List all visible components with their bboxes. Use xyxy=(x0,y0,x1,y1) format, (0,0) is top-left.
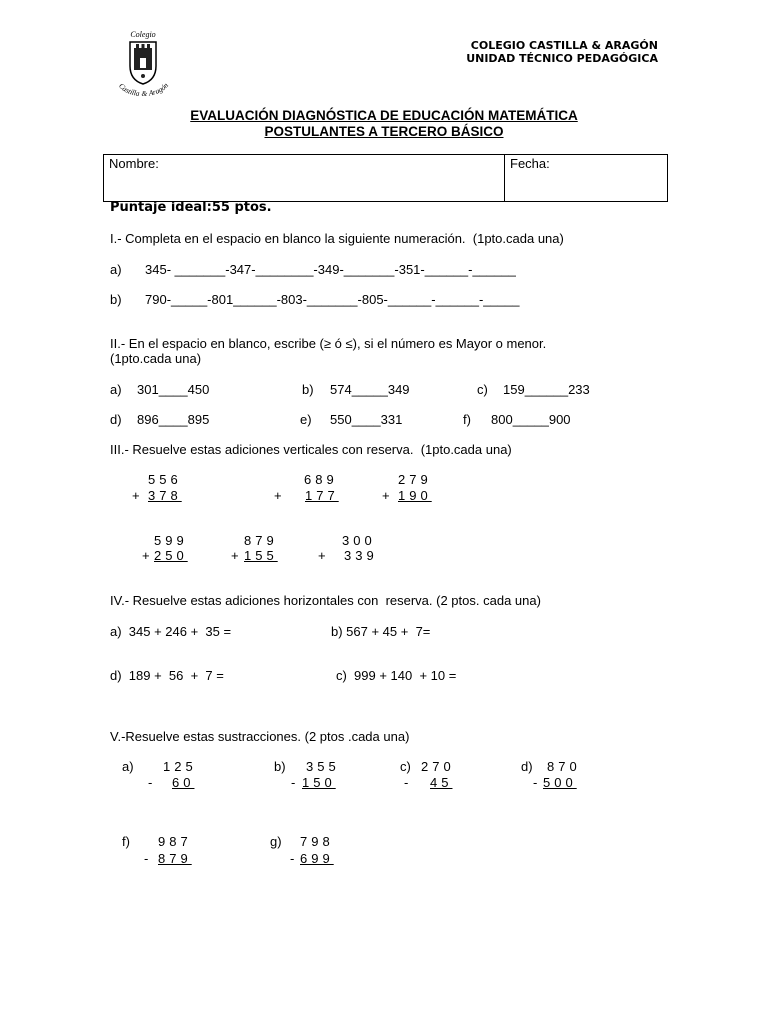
horizontal-addition-c: c) 999 + 140 + 10 = xyxy=(336,668,457,683)
section4-heading: IV.- Resuelve estas adiciones horizontales con reserva. (2 ptos. cada una) xyxy=(110,593,541,608)
addition-3-top: 279 xyxy=(398,472,432,487)
addition-2-top: 689 xyxy=(304,472,338,487)
subtraction-c-bottom: 45 xyxy=(430,775,453,790)
date-label: Fecha: xyxy=(510,156,550,171)
addition-1-top: 556 xyxy=(148,472,182,487)
subtraction-g-top: 798 xyxy=(300,834,334,849)
comparison-e: 550____331 xyxy=(330,412,403,427)
score-ideal: Puntaje ideal:55 ptos. xyxy=(110,200,272,215)
section1-a-label: a) xyxy=(110,262,122,277)
comparison-a: 301____450 xyxy=(137,382,210,397)
subtraction-d-top: 870 xyxy=(547,759,581,774)
addition-3-sign: + xyxy=(382,488,390,503)
subtraction-a-sign: - xyxy=(148,775,153,790)
section1-b-sequence: 790-_____-801______-803-_______-805-______-______-_____ xyxy=(145,292,520,307)
document-subtitle: POSTULANTES A TERCERO BÁSICO xyxy=(264,124,504,139)
addition-1-bottom: 378 xyxy=(148,488,182,503)
document-title: EVALUACIÓN DIAGNÓSTICA DE EDUCACIÓN MATEMÁTICA xyxy=(190,108,578,123)
section1-heading: I.- Completa en el espacio en blanco la siguiente numeración. (1pto.cada una) xyxy=(110,231,564,246)
subtraction-f-label: f) xyxy=(122,834,130,849)
subtraction-g-label: g) xyxy=(270,834,282,849)
section1-b-label: b) xyxy=(110,292,122,307)
horizontal-addition-a: a) 345 + 246 + 35 = xyxy=(110,624,232,639)
comparison-f: 800_____900 xyxy=(491,412,571,427)
addition-4-sign: + xyxy=(142,548,150,563)
addition-2-sign: + xyxy=(274,488,282,503)
student-info-box xyxy=(103,154,668,202)
subtraction-b-label: b) xyxy=(274,759,286,774)
subtraction-d-sign: - xyxy=(533,775,538,790)
school-logo xyxy=(103,28,183,98)
horizontal-addition-b: b) 567 + 45 + 7= xyxy=(331,624,431,639)
comparison-d: 896____895 xyxy=(137,412,210,427)
comparison-b: 574_____349 xyxy=(330,382,410,397)
section2-heading: II.- En el espacio en blanco, escribe (≥ ó ≤), si el número es Mayor o menor. xyxy=(110,336,547,351)
subtraction-c-sign: - xyxy=(404,775,409,790)
comparison-d-label: d) xyxy=(110,412,122,427)
subtraction-d-bottom: 500 xyxy=(543,775,577,790)
addition-5-top: 879 xyxy=(244,533,278,548)
subtraction-a-label: a) xyxy=(122,759,134,774)
subtraction-b-sign: - xyxy=(291,775,296,790)
subtraction-f-top: 987 xyxy=(158,834,192,849)
comparison-e-label: e) xyxy=(300,412,312,427)
addition-6-top: 300 xyxy=(342,533,376,548)
addition-4-top: 599 xyxy=(154,533,188,548)
addition-5-sign: + xyxy=(231,548,239,563)
subtraction-a-bottom: 60 xyxy=(172,775,195,790)
addition-1-sign: + xyxy=(132,488,140,503)
comparison-c: 159______233 xyxy=(503,382,590,397)
subtraction-g-sign: - xyxy=(290,851,295,866)
unit-name: UNIDAD TÉCNICO PEDAGÓGICA xyxy=(466,52,658,65)
subtraction-f-bottom: 879 xyxy=(158,851,192,866)
addition-2-bottom: 177 xyxy=(305,488,339,503)
comparison-c-label: c) xyxy=(477,382,488,397)
subtraction-a-top: 125 xyxy=(163,759,197,774)
svg-text:Castilla & Aragón: Castilla & Aragón xyxy=(117,80,171,98)
comparison-f-label: f) xyxy=(463,412,471,427)
addition-6-sign: + xyxy=(318,548,326,563)
horizontal-addition-d: d) 189 + 56 + 7 = xyxy=(110,668,224,683)
subtraction-b-bottom: 150 xyxy=(302,775,336,790)
name-label: Nombre: xyxy=(109,156,159,171)
comparison-a-label: a) xyxy=(110,382,122,397)
section3-heading: III.- Resuelve estas adiciones verticales con reserva. (1pto.cada una) xyxy=(110,442,512,457)
svg-text:Colegio: Colegio xyxy=(130,30,156,39)
section2-heading-points: (1pto.cada una) xyxy=(110,351,202,366)
section5-heading: V.-Resuelve estas sustracciones. (2 ptos .cada una) xyxy=(110,729,410,744)
subtraction-g-bottom: 699 xyxy=(300,851,334,866)
subtraction-b-top: 355 xyxy=(306,759,340,774)
school-seal-icon xyxy=(103,28,183,98)
addition-5-bottom: 155 xyxy=(244,548,278,563)
section1-a-sequence: 345- _______-347-________-349-_______-351-______-______ xyxy=(145,262,516,277)
box-divider xyxy=(504,155,505,201)
subtraction-c-top: 270 xyxy=(421,759,455,774)
subtraction-d-label: d) xyxy=(521,759,533,774)
school-header xyxy=(466,39,658,65)
subtraction-c-label: c) xyxy=(400,759,411,774)
addition-6-bottom: 339 xyxy=(344,548,378,563)
comparison-b-label: b) xyxy=(302,382,314,397)
addition-4-bottom: 250 xyxy=(154,548,188,563)
school-name: COLEGIO CASTILLA & ARAGÓN xyxy=(470,39,658,52)
addition-3-bottom: 190 xyxy=(398,488,432,503)
subtraction-f-sign: - xyxy=(144,851,149,866)
